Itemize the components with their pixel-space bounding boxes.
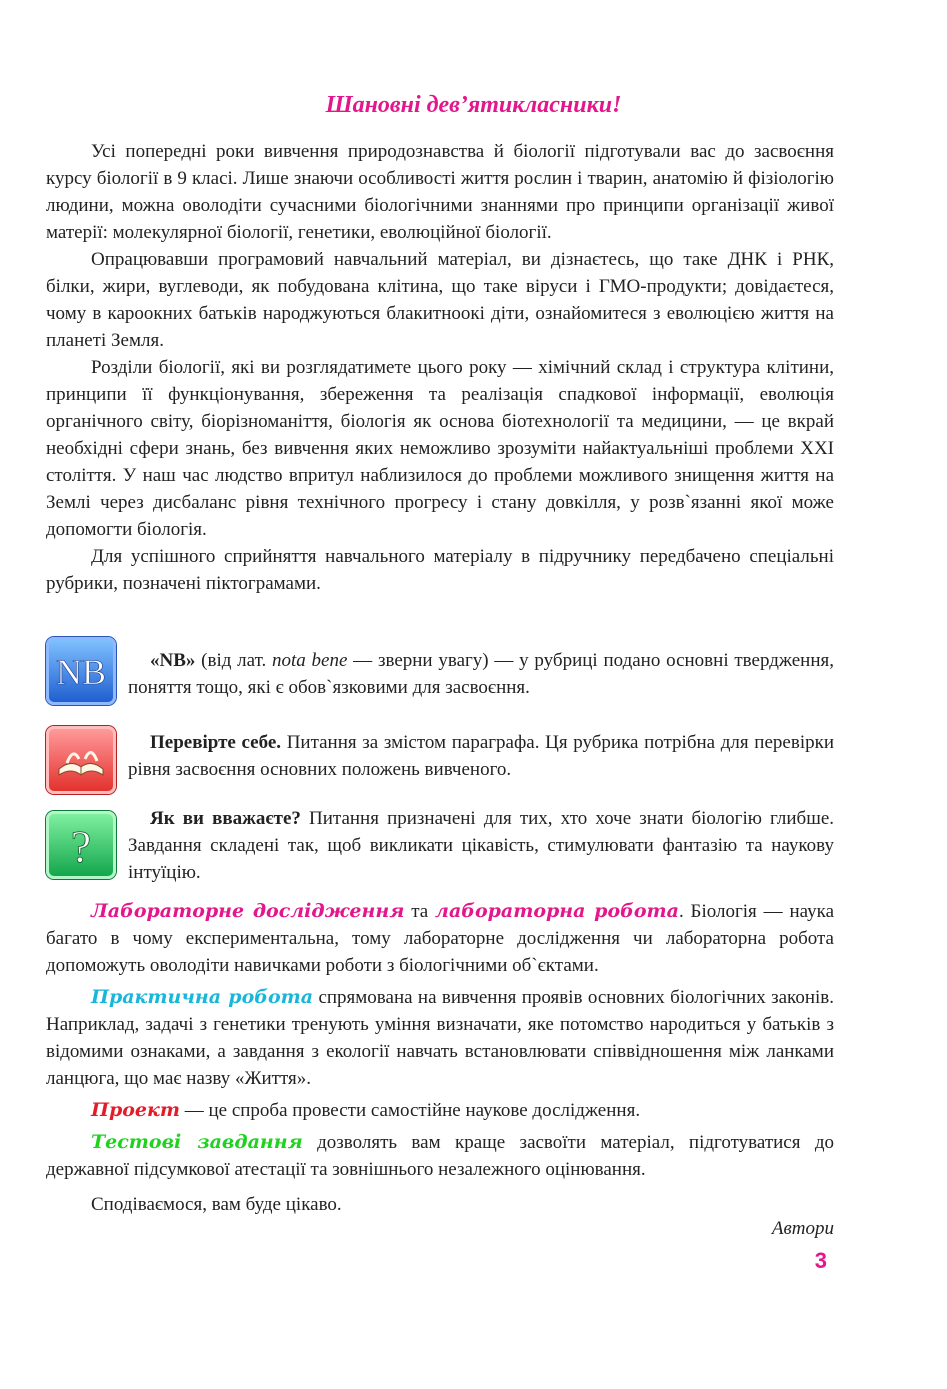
rubric-nb-text-after: — зверни увагу) — у рубриці подано основні твердження, поняття тощо, які є обов`язковими для засвоєння.	[128, 650, 835, 698]
nb-icon	[46, 637, 116, 705]
lab-conj: та	[404, 901, 436, 922]
rubric-think-label: Як ви вважаєте?	[150, 808, 301, 829]
practical-paragraph	[46, 984, 834, 1092]
lab-paragraph	[46, 898, 834, 979]
rubric-check-label: Перевірте себе.	[150, 732, 282, 753]
paragraph-4: Для успішного сприйняття навчального матеріалу в підручнику передбачено спеціальні рубрики, позначені піктограмами.	[46, 546, 834, 594]
rubric-think	[128, 805, 834, 886]
svg-text:NB: NB	[55, 652, 107, 692]
rubric-think-text: Питання призначені для тих, хто хоче знати біологію глибше. Завдання складені так, щоб викликати цікавість, стимулювати фантазію та наукову інтуїцію.	[128, 808, 835, 883]
rubric-check-text: Питання за змістом параграфа. Ця рубрика потрібна для перевірки рівня засвоєння основних положень вивченого.	[128, 732, 834, 780]
rubric-nb-label: «NB»	[150, 650, 196, 671]
project-text: — це спроба провести самостійне наукове дослідження.	[179, 1100, 641, 1121]
project-term: Проект	[91, 1099, 180, 1121]
paragraph-1: Усі попередні роки вивчення природознавства й біології підготували вас до засвоєння курсу біології в 9 класі. Лише знаючи особливості життя рослин і тварин, анатомію й фізіологію людини, можна оволодіти сучасними біологічними знаннями про принципи організації живої матерії: молекулярної біології, генетики, еволюційної біології.	[46, 141, 834, 243]
lab-term-1: Лабораторне дослідження	[91, 900, 405, 922]
rubric-nb	[128, 647, 834, 701]
page-number: 3	[814, 1248, 827, 1273]
tests-text: дозволять вам краще засвоїти матеріал, підготуватися до державної підсумкової атестації та зовнішнього незалежного оцінювання.	[46, 1132, 834, 1180]
intro-text	[46, 138, 834, 597]
rubric-nb-latin: nota bene	[272, 650, 348, 671]
page-title: Шановні дев’ятикласники!	[325, 92, 622, 118]
rubric-check	[128, 729, 834, 783]
practical-text: спрямована на вивчення проявів основних біологічних законів. Наприклад, задачі з генетики тренують уміння визначати, яке потомство народиться у батьків з відомими ознаками, а завдання з екології навчать встановлювати співвідношення між ланками ланцюга, що має назву «Життя».	[46, 987, 834, 1089]
open-book-icon	[46, 726, 116, 794]
rubric-nb-text-before: (від лат.	[195, 650, 272, 671]
closing-paragraph: Сподіваємося, вам буде цікаво.	[91, 1194, 342, 1215]
sections-text	[46, 898, 834, 1218]
question-mark-icon	[46, 811, 116, 879]
project-paragraph	[46, 1097, 834, 1124]
lab-term-2: лабораторна робота	[435, 900, 679, 922]
lab-text: . Біологія — наука багато в чому експериментальна, тому лабораторне дослідження чи лабораторна робота допоможуть оволодіти навичками роботи з біологічними об`єктами.	[46, 901, 835, 976]
author-signature: Автори	[771, 1218, 834, 1239]
paragraph-3: Розділи біології, які ви розглядатимете цього року — хімічний склад і структура клітини, принципи її функціонування, збереження та реалізація спадкової інформації, еволюція органічного світу, біорізноманіття, біологія як основа біотехнології та медицини, — це вкрай необхідні сфери знань, без вивчення яких неможливо зрозуміти найактуальніші проблеми XXI століття. У наш час людство впритул наблизилося до проблеми можливого знищення життя на Землі через дисбаланс рівня технічного прогресу і стану довкілля, у розв`язанні якої може допомогти біологія.	[46, 357, 834, 540]
tests-paragraph	[46, 1129, 834, 1183]
tests-term: Тестові завдання	[91, 1131, 303, 1153]
paragraph-2: Опрацювавши програмовий навчальний матеріал, ви дізнаєтесь, що таке ДНК і РНК, білки, жири, вуглеводи, як побудована клітина, що таке віруси і ГМО-продукти; довідаєтеся, чому в кароокних батьків народжуються блакитноокі діти, ознайомитеся з еволюцією життя на планеті Земля.	[46, 249, 834, 351]
practical-term: Практична робота	[91, 986, 314, 1008]
svg-text:?: ?	[70, 821, 92, 872]
